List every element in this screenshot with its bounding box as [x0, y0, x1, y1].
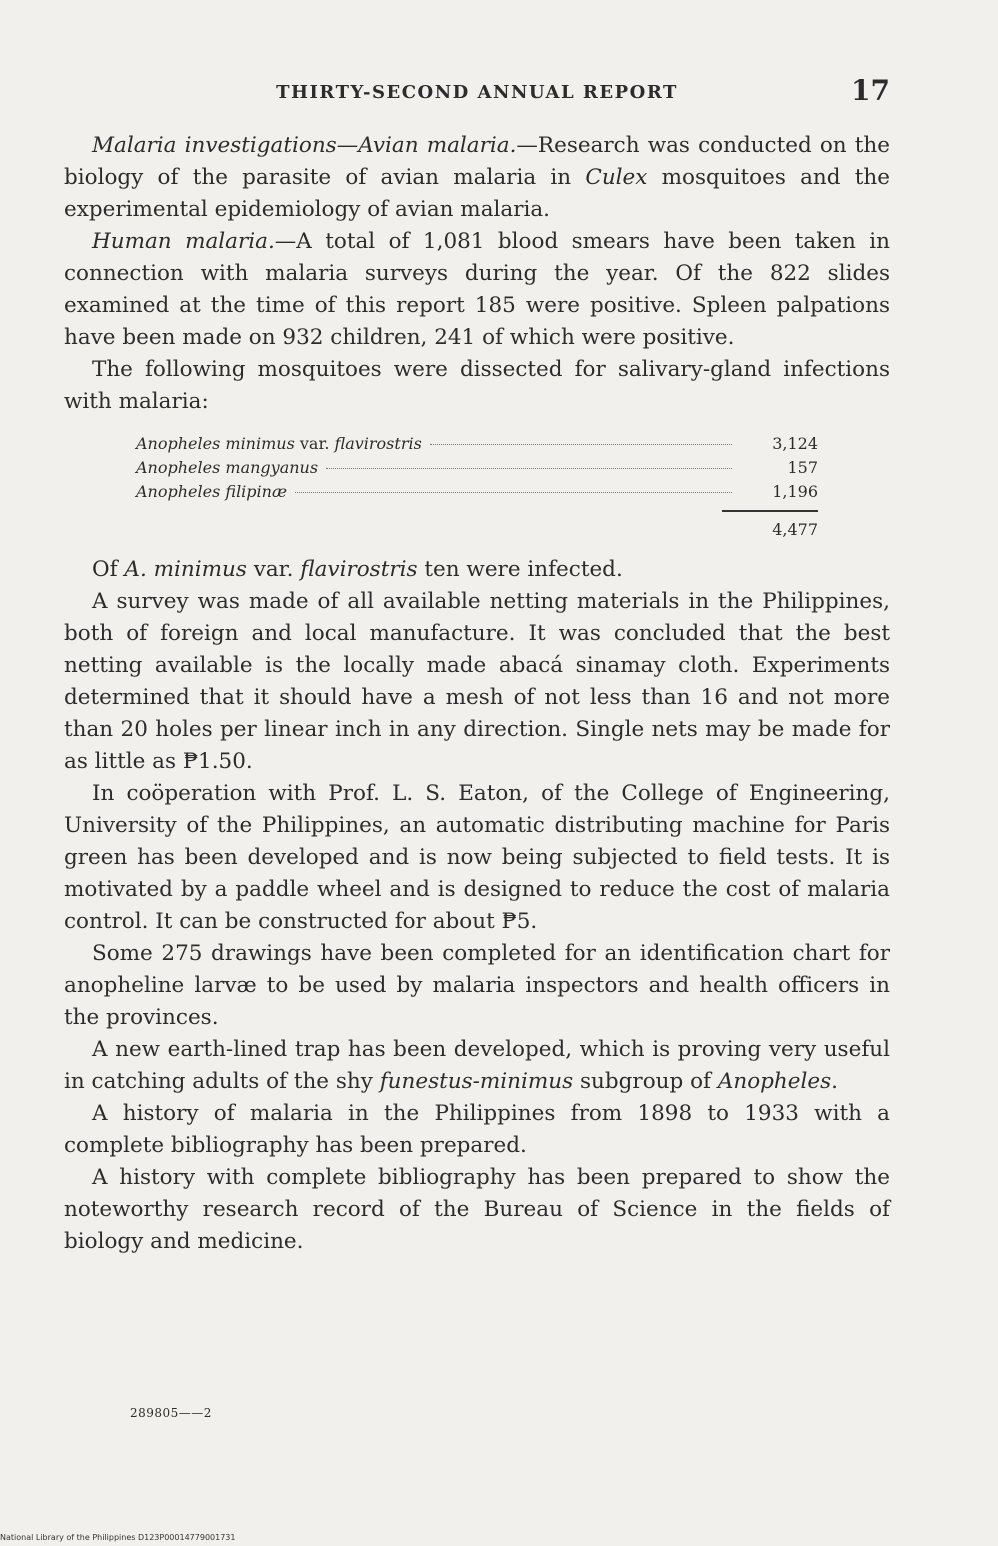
species-name: Anopheles mangyanus	[136, 458, 319, 477]
species-name: Anopheles filipinæ	[136, 482, 287, 501]
specimen-count: 1,196	[772, 482, 818, 501]
leader-dots	[326, 468, 732, 469]
species-name: Anopheles minimus var. flavirostris	[136, 434, 422, 453]
total-rule	[722, 510, 818, 512]
paragraph-text: A history with complete bibliography has been prepared to show the noteworthy research record of the Bureau of Science in the fields of biology and medicine.	[64, 1165, 890, 1254]
species-name: A. minimus	[124, 557, 247, 582]
specimen-count: 3,124	[772, 434, 818, 453]
leader-dots	[295, 492, 732, 493]
paragraph-text: —A total of 1,081 blood smears have been taken in connection with malaria surveys during the year. Of the 822 slides examined at the time of this report 185 were positive. Spleen palpations have been made on 932 children, 241 of which were positive.	[64, 229, 890, 350]
genus-name: Anopheles	[717, 1069, 832, 1094]
genus-name: Culex	[585, 165, 648, 190]
page-number: 17	[851, 74, 890, 107]
mosquito-table	[64, 432, 818, 542]
paragraph-history-bureau	[64, 1162, 890, 1258]
heading-dash: —	[336, 133, 359, 158]
section-heading: Malaria investigations	[92, 133, 337, 158]
paragraph-text: A survey was made of all available netting materials in the Philippines, both of foreign and local manufacture. It was concluded that the best netting available is the locally made abacá sinamay cloth. Experiments determined that it should have a mesh of not less than 16 and not more than 20 holes per linear inch in any direction. Single nets may be made for as little as ₱1.50.	[64, 589, 890, 774]
paragraph-distributing-machine	[64, 778, 890, 938]
body-text	[64, 130, 890, 1258]
table-row	[136, 480, 818, 504]
leader-dots	[430, 444, 732, 445]
paragraph-text: A history of malaria in the Philippines from 1898 to 1933 with a complete bibliography has been prepared.	[64, 1101, 890, 1158]
paragraph-drawings	[64, 938, 890, 1034]
paragraph-human-malaria	[64, 226, 890, 354]
paragraph-text: The following mosquitoes were dissected for salivary-gland infections with malaria:	[64, 357, 890, 414]
specimen-count: 157	[787, 458, 818, 477]
scan-footer: National Library of the Philippines D123P00014779001731	[0, 1533, 236, 1542]
printer-signature: 289805——2	[130, 1406, 212, 1420]
species-name: funestus-minimus	[379, 1069, 574, 1094]
page-header	[64, 74, 890, 114]
paragraph-infected: Of A. minimus var. flavirostris ten were infected.	[92, 557, 623, 582]
table-row	[136, 456, 818, 480]
paragraph-text: In coöperation with Prof. L. S. Eaton, of the College of Engineering, University of the Philippines, an automatic distributing machine for Paris green has been developed and is now being subjected to field tests. It is motivated by a paddle wheel and is designed to reduce the cost of malaria control. It can be constructed for about ₱5.	[64, 781, 890, 934]
subsection-heading: Avian malaria.	[358, 133, 517, 158]
paragraph-text: Some 275 drawings have been completed for an identification chart for anopheline larvæ to be used by malaria inspectors and health officers in the provinces.	[64, 941, 890, 1030]
paragraph-dissection-intro	[64, 354, 890, 418]
paragraph-trap: A new earth-lined trap has been developed, which is proving very useful in catching adults of the shy funestus-minimus subgroup of Anopheles.	[64, 1037, 890, 1094]
paragraph-text: —Research was conducted on the biology of the parasite of avian malaria in	[64, 133, 891, 190]
species-name: flavirostris	[300, 557, 418, 582]
paragraph-history-malaria	[64, 1098, 890, 1162]
subsection-heading: Human malaria.	[92, 229, 275, 254]
paragraph-avian-malaria	[64, 130, 890, 226]
paragraph-text: mosquitoes and the experimental epidemiology of avian malaria.	[64, 165, 890, 222]
paragraph-netting-survey	[64, 586, 890, 778]
running-head: THIRTY-SECOND ANNUAL REPORT	[276, 82, 678, 103]
table-total: 4,477	[772, 520, 818, 539]
table-row	[136, 432, 818, 456]
